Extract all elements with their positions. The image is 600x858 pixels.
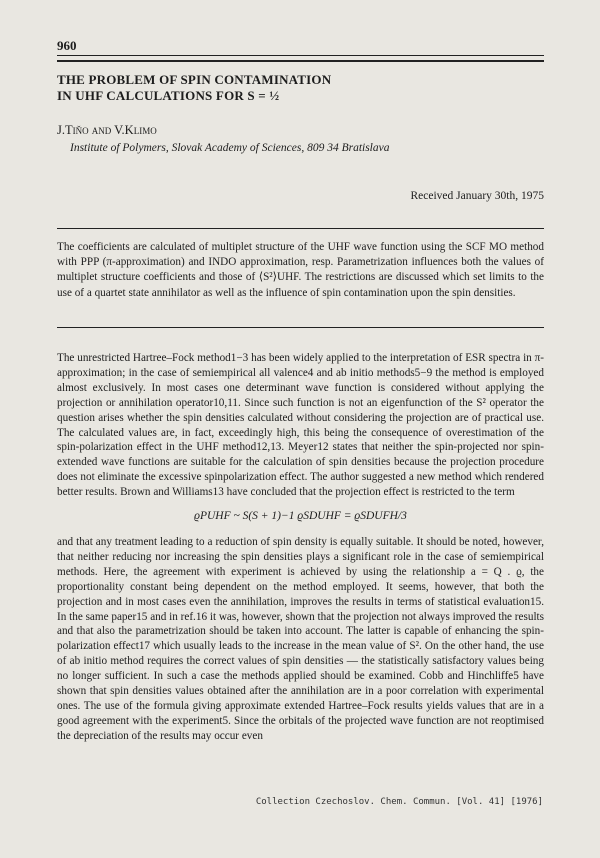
body-text [57,351,544,744]
affiliation: Institute of Polymers, Slovak Academy of Sciences, 809 34 Bratislava [70,142,390,154]
abstract-text-a: The coefficients are calculated of multiplet structure of the UHF wave function using the SCF MO method with PPP (π-approximation) and INDO approximation, resp. Parametrization influences both the values of multiplet structure coefficients and those of [57,241,544,284]
received-date: Received January 30th, 1975 [410,190,544,202]
abstract-rule-bottom [57,327,544,328]
paragraph-2: and that any treatment leading to a reduction of spin density is equally suitable. It should be noted, however, that neither reducing nor increasing the spin densities plays a significant role in the case of semiempirical methods. Here, the agreement with experiment is achieved by using the relationship a = Q . ϱ, the proportionality constant being dependent on the method employed. It seems, however, that both the projection and in most cases even the annihilation, improves the results in terms of statistical evaluation15. In the same paper15 and in ref.16 it was, however, shown that the projection not always improved the results and that also the parametrization should be taken into account. The latter is capable of enhancing the spin-polarization effect17 which usually leads to the increase in the mean value of S². On the other hand, the use of ab initio method requires the correct values of spin densities — the statistically satisfactory values being no longer sufficient. In such a case the methods applied should be examined. Cobb and Hinchliffe5 have shown that spin densities values obtained after the annihilation are in a poor correlation with experimental ones. The use of the formula giving approximate extended Hartree–Fock results yields values that are in a good agreement with the experiment5. Since the orbitals of the projected wave function are not reoptimised the depreciation of the results may occur even [57,535,545,742]
equation: ϱPUHF ~ S(S + 1)−1 ϱSDUHF = ϱSDUFH/3 [194,510,407,523]
journal-citation: Collection Czechoslov. Chem. Commun. [Vol. 41] [1976] [255,797,543,807]
article-title [57,72,544,104]
header-rule-top [57,55,544,56]
abstract-text-b: . The restrictions are discussed which set limits to the use of a quartet state annihilator as well as the influence of spin contamination upon the spin densities. [57,271,544,299]
abstract [57,240,544,301]
abstract-rule-top [57,228,544,229]
abstract-s2-uhf: ⟨S²⟩UHF [258,271,299,284]
title-line-2: IN UHF CALCULATIONS FOR S = ½ [57,88,280,103]
page-number: 960 [57,38,77,53]
title-line-1: THE PROBLEM OF SPIN CONTAMINATION [57,72,332,87]
authors: J.Tiňo and V.Klimo [57,123,157,137]
paragraph-1: The unrestricted Hartree–Fock method1−3 has been widely applied to the interpretation of ESR spectra in π-approximation; in the case of semiempirical all valence4 and ab initio methods5−9 the method is employed almost exclusively. In most cases one determinant wave function is considered without applying the projection or annihilation operator10,11. Since such function is not an eigenfunction of the S² operator the question arises whether the spin densities calculated without considering the projection are of practical use. The calculated values are, in fact, exceedingly high, this being the consequence of overestimation of the spin-polarization effect in the UHF method12,13. Meyer12 states that neither the spin-projected nor spin-extended wave functions are suitable for the calculation of spin densities because the projection procedure does not eliminate the excessive spinpolarization effect. The author suggested a new method which rendered better results. Brown and Williams13 have concluded that the projection effect is restricted to the term [57,352,544,499]
header-rule-bottom [57,60,544,62]
